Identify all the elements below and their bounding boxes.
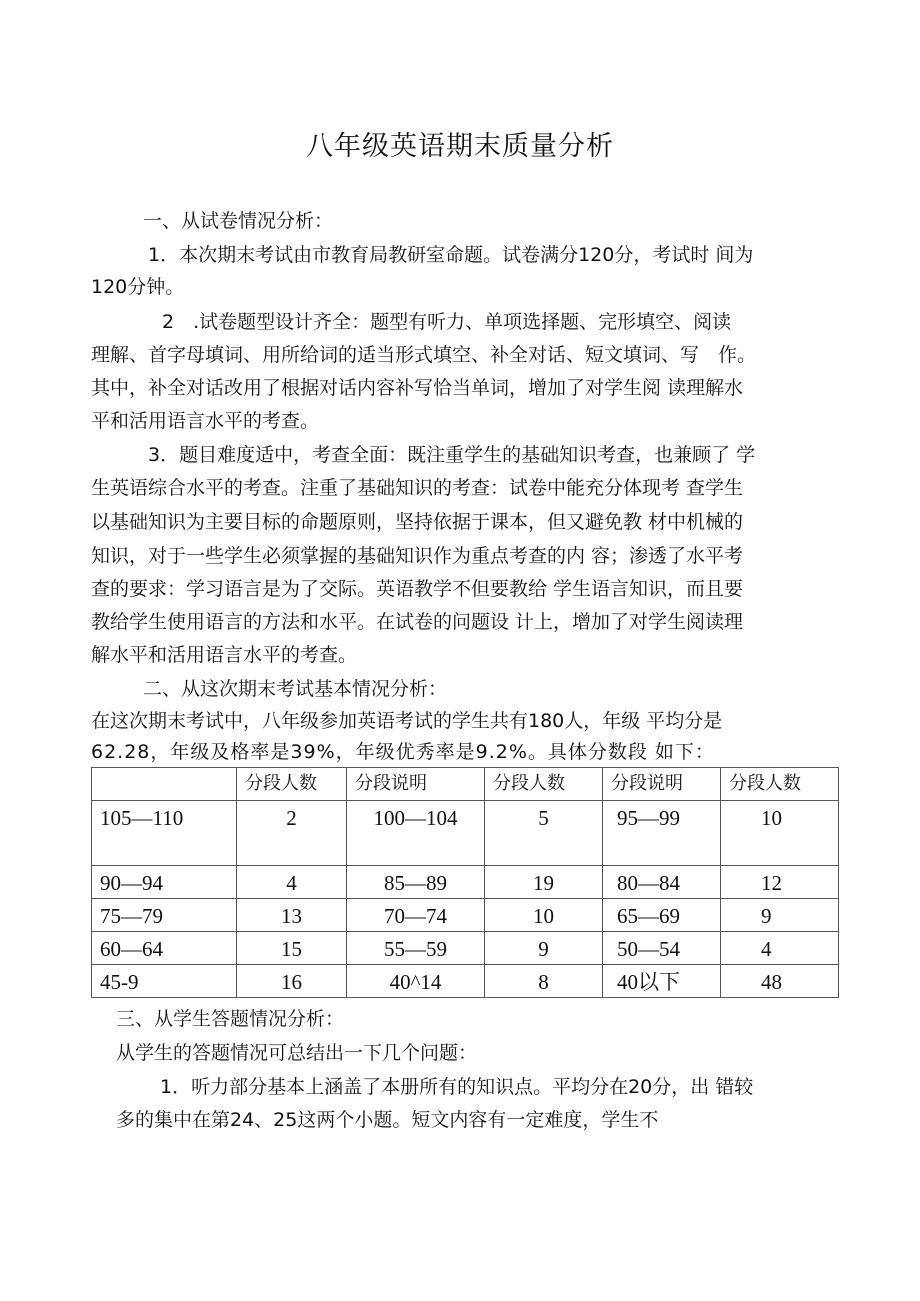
section1-p3-line6: 教给学生使用语言的方法和水平。在试卷的问题设 计上，增加了对学生阅读理 xyxy=(91,611,744,633)
table-cell: 95—99 xyxy=(603,801,721,866)
section3-intro: 从学生的答题情况可总结出一下几个问题： xyxy=(116,1042,478,1064)
section2-heading: 二、从这次期末考试基本情况分析： xyxy=(143,678,448,700)
table-cell: 10 xyxy=(485,899,603,932)
section1-p3-line5: 查的要求：学习语言是为了交际。英语教学不但要教给 学生语言知识，而且要 xyxy=(91,578,744,600)
document-title: 八年级英语期末质量分析 xyxy=(306,131,614,162)
table-cell: 75—79 xyxy=(92,899,237,932)
table-cell: 15 xyxy=(237,932,347,965)
table-cell: 70—74 xyxy=(347,899,485,932)
table-cell: 8 xyxy=(485,965,603,998)
table-cell: 85—89 xyxy=(347,866,485,899)
table-row xyxy=(92,965,839,998)
table-header-cell: 分段人数 xyxy=(721,768,839,801)
table-cell: 40以下 xyxy=(603,965,721,998)
table-cell: 45-9 xyxy=(92,965,237,998)
score-distribution-table xyxy=(91,767,839,998)
table-cell: 5 xyxy=(485,801,603,866)
section2-line1: 在这次期末考试中，八年级参加英语考试的学生共有180人，年级 平均分是 xyxy=(91,710,723,732)
table-row xyxy=(92,801,839,866)
table-cell: 105—110 xyxy=(92,801,237,866)
table-cell: 60—64 xyxy=(92,932,237,965)
table-header-cell: 分段说明 xyxy=(347,768,485,801)
table-cell: 55—59 xyxy=(347,932,485,965)
table-cell: 13 xyxy=(237,899,347,932)
section1-p3-line3: 以基础知识为主要目标的命题原则，坚持依据于课本，但又避免教 材中机械的 xyxy=(91,511,744,533)
table-row xyxy=(92,899,839,932)
table-header-cell: 分段人数 xyxy=(237,768,347,801)
table-cell: 19 xyxy=(485,866,603,899)
section1-p3-line2: 生英语综合水平的考查。注重了基础知识的考查：试卷中能充分体现考 查学生 xyxy=(91,477,744,499)
table-cell: 80—84 xyxy=(603,866,721,899)
section1-p1-line1: 1．本次期末考试由市教育局教研室命题。试卷满分120分，考试时 间为 xyxy=(148,244,754,266)
table-header-cell xyxy=(92,768,237,801)
table-cell: 48 xyxy=(721,965,839,998)
section1-heading: 一、从试卷情况分析： xyxy=(143,210,334,232)
table-row xyxy=(92,932,839,965)
table-cell: 12 xyxy=(721,866,839,899)
table-row xyxy=(92,866,839,899)
table-cell: 9 xyxy=(485,932,603,965)
section1-p2-line4: 平和活用语言水平的考查。 xyxy=(91,410,320,432)
table-cell: 100—104 xyxy=(347,801,485,866)
table-cell: 16 xyxy=(237,965,347,998)
section1-p1-line2: 120分钟。 xyxy=(91,276,185,298)
table-cell: 4 xyxy=(721,932,839,965)
table-header-cell: 分段人数 xyxy=(485,768,603,801)
table-cell: 4 xyxy=(237,866,347,899)
section1-p2-line1: 2 .试卷题型设计齐全：题型有听力、单项选择题、完形填空、阅读 xyxy=(162,311,732,333)
table-header-cell: 分段说明 xyxy=(603,768,721,801)
table-cell: 9 xyxy=(721,899,839,932)
table-cell: 40^14 xyxy=(347,965,485,998)
table-cell: 2 xyxy=(237,801,347,866)
section1-p3-line7: 解水平和活用语言水平的考查。 xyxy=(91,644,358,666)
section3-heading: 三、从学生答题情况分析： xyxy=(116,1008,345,1030)
table-cell: 50—54 xyxy=(603,932,721,965)
section2-line2: 62.28，年级及格率是39%，年级优秀率是9.2%。具体分数段 如下： xyxy=(91,741,715,763)
table-cell: 90—94 xyxy=(92,866,237,899)
section1-p2-line3: 其中，补全对话改用了根据对话内容补写恰当单词，增加了对学生阅 读理解水 xyxy=(91,377,744,399)
section3-p1-line1: 1．听力部分基本上涵盖了本册所有的知识点。平均分在20分，出 错较 xyxy=(160,1076,754,1098)
table-header-row xyxy=(92,768,839,801)
section1-p3-line1: 3．题目难度适中，考查全面：既注重学生的基础知识考查，也兼顾了 学 xyxy=(148,444,756,466)
section3-p1-line2: 多的集中在第24、25这两个小题。短文内容有一定难度，学生不 xyxy=(116,1109,659,1131)
section1-p2-line2: 理解、首字母填词、用所给词的适当形式填空、补全对话、短文填词、写 作。 xyxy=(91,344,757,366)
section1-p3-line4: 知识，对于一些学生必须掌握的基础知识作为重点考查的内 容；渗透了水平考 xyxy=(91,545,744,567)
table-cell: 65—69 xyxy=(603,899,721,932)
table-cell: 10 xyxy=(721,801,839,866)
